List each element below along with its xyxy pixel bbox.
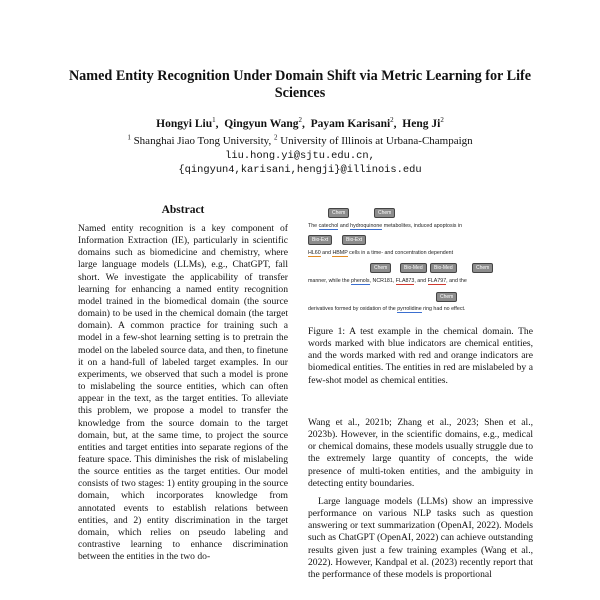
body-paragraph: Large language models (LLMs) show an impressive performance on various NLP tasks such as question answering or text summarization (OpenAI, 2022). Models such as ChatGPT (OpenAI, 2022) can achieve outstanding results given just a few training examples (Wang et al., 2022). However, Kandpal et al. (2023) recently report that the performance of these models is proportional <box>308 496 533 580</box>
author-affiliation-mark: 2 <box>298 116 302 125</box>
entity-word: hydroquinone <box>350 223 383 229</box>
author-list: Hongyi Liu$^1$, Qingyun Wang$^2$, Payam Karisani$^2$, Heng Ji$^2$ <box>156 116 444 130</box>
entity-tag: Chem <box>328 208 349 218</box>
entity-word: FLA873 <box>395 278 415 284</box>
email-line: liu.hong.yi@sjtu.edu.cn, <box>225 150 375 162</box>
figure-text-line: The catechol and hydroquinone metabolites, induced apoptosis in <box>308 223 463 229</box>
author-name: Heng Ji <box>402 118 441 130</box>
figure-1 <box>308 205 533 315</box>
entity-tag: Chem <box>370 263 391 273</box>
affiliation-mark: 1 <box>127 133 131 142</box>
entity-tag: Bio-Ext <box>342 235 366 245</box>
affiliation-text: University of Illinois at Urbana-Champaign <box>280 135 473 147</box>
entity-word: catechol <box>318 223 339 229</box>
entity-word: HL60 <box>308 250 321 256</box>
entity-tag: Chem <box>374 208 395 218</box>
figure-text-line: manner, while the phenols, NCR181, FLA873, and FLA797, and the <box>308 278 467 284</box>
affiliation-mark: 2 <box>273 133 278 142</box>
email-line: {qingyun4,karisani,hengji}@illinois.edu <box>178 164 422 176</box>
entity-word: FLA797 <box>427 278 447 284</box>
entity-tag: Bio-Med <box>400 263 427 273</box>
paper-title: Named Entity Recognition Under Domain Shift via Metric Learning for Life Sciences <box>68 68 532 101</box>
author-affiliation-mark: 2 <box>440 116 444 125</box>
entity-word: phenols <box>351 278 370 284</box>
entity-tag: Chem <box>436 292 457 302</box>
figure-caption: Figure 1: A test example in the chemical domain. The words marked with blue indicators are chemical entities, and the words marked with red and orange indicators are biomedical entities. The entities in red are mislabeled by a few-shot model as chemical entities. <box>308 326 533 386</box>
author-name: Hongyi Liu <box>156 118 213 130</box>
affiliation-text: Shanghai Jiao Tong University, <box>133 135 272 147</box>
author-name: Qingyun Wang <box>224 118 299 130</box>
entity-tag: Bio-Ext <box>308 235 332 245</box>
figure-text-line: derivatives formed by oxidation of the pyrrolidine ring had no effect. <box>308 306 466 312</box>
abstract-heading: Abstract <box>161 204 205 216</box>
affiliations <box>40 135 560 147</box>
entity-tag: Bio-Med <box>430 263 457 273</box>
author-name: Payam Karisani <box>310 118 391 130</box>
entity-tag: Chem <box>472 263 493 273</box>
abstract-body: Named entity recognition is a key component of Information Extraction (IE), particularly in scientific domains such as biomedicine and chemistry, where large language models (LLMs), e.g., ChatGPT, fall short. We investigate the applicability of transfer learning for enhancing a named entity recognition model trained in the biomedical domain (the source domain) to be used in the chemical domain (the target domain). A common practice for training such a model in a few-shot learning setting is to pretrain the model on the labeled source data, and then, to finetune it on a hand-full of labeled target examples. In our experiments, we observed that such a model is prone to mislabeling the source entities, which can often appear in the text, as the target entities. To alleviate this problem, we propose a model to transfer the knowledge from the source domain to the target domain, but, at the same time, to project the source entities and target entities into separate regions of the feature space. This diminishes the risk of mislabeling the source entities as the target entities. Our model consists of two stages: 1) entity grouping in the source domain, which incorporates knowledge from annotated events to establish relations between entities, and 2) entity discrimination in the target domain, which relies on pseudo labeling and contrastive learning to enhance discrimination between the entities in the two do- <box>78 223 288 563</box>
author-affiliation-mark: 2 <box>390 116 394 125</box>
author-affiliation-mark: 1 <box>212 116 216 125</box>
body-paragraph: Wang et al., 2021b; Zhang et al., 2023; Shen et al., 2023b). However, in the scientific domains, e.g., medical or chemical domains, these models usually struggle due to the extremely large quantity of concepts, the wide presence of multi-token entities, and the ambiguity in detecting entity boundaries. <box>308 417 533 489</box>
figure-text-line: HL60 and HBMP cells in a time- and concentration dependent <box>308 250 454 256</box>
entity-word: HBMP <box>332 250 348 256</box>
entity-word: pyrrolidine <box>397 306 422 312</box>
